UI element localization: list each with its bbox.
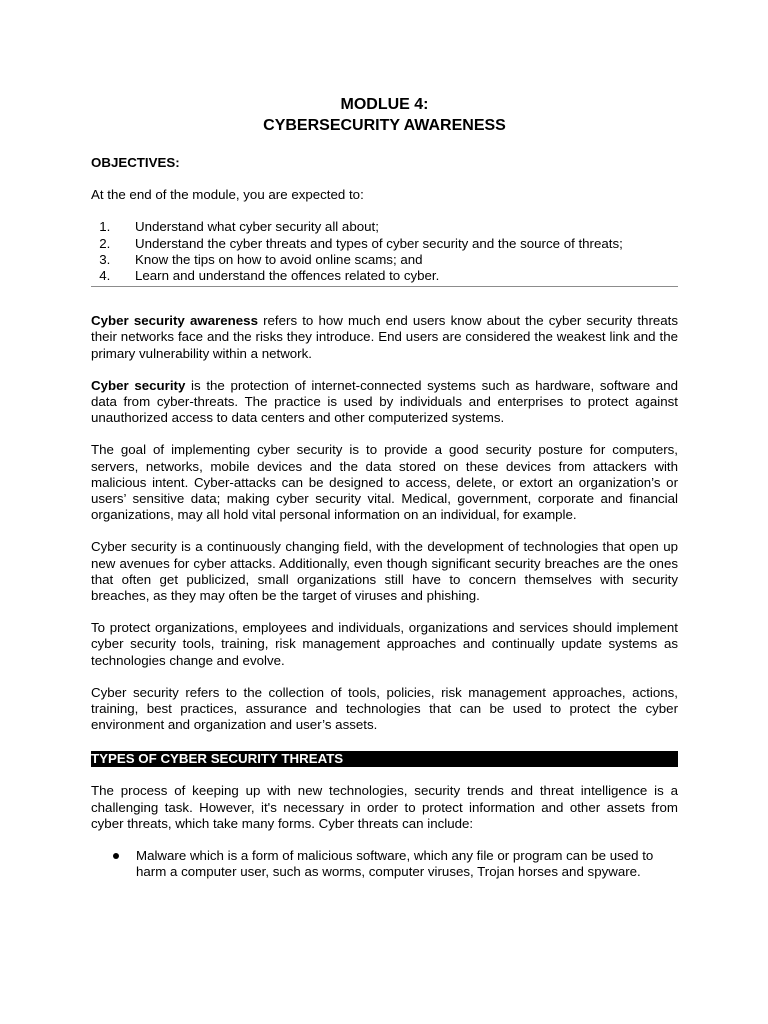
paragraph-text: is the protection of internet-connected systems such as hardware, software and data from cyber-threats. The practice is used by individuals and enterprises to protect against unauthorized access to data centers and other computerized systems. — [91, 377, 678, 426]
objective-item: 1. Understand what cyber security all about; — [114, 219, 678, 235]
section-divider — [91, 286, 678, 287]
paragraph-collection: Cyber security refers to the collection of tools, policies, risk management approaches, actions, training, best practices, assurance and technologies that can be used to protect the cyber environment and organization and user’s assets. — [91, 684, 678, 733]
paragraph-text: refers to how much end users know about the cyber security threats their networks face and the risks they introduce. End users are considered the weakest link and the primary vulnerability within a network. — [91, 313, 679, 361]
threats-section-heading: TYPES OF CYBER SECURITY THREATS — [91, 751, 678, 767]
bullet-icon — [113, 853, 119, 859]
objective-item: 2. Understand the cyber threats and types of cyber security and the source of threats; — [114, 236, 678, 252]
term-cyber-security: Cyber security — [91, 377, 186, 393]
module-title-line2: CYBERSECURITY AWARENESS — [263, 117, 506, 134]
paragraph-awareness — [91, 313, 678, 362]
objectives-intro: At the end of the module, you are expected to: — [91, 187, 364, 203]
term-cyber-security-awareness: Cyber security awareness — [91, 313, 258, 329]
paragraph-changing-field: Cyber security is a continuously changing field, with the development of technologies that open up new avenues for cyber attacks. Additionally, even though significant security breaches are the ones that often get publicized, small organizations still have to concern themselves with security breaches, as they may often be the target of viruses and phishing. — [91, 539, 678, 604]
objective-item: 4. Learn and understand the offences related to cyber. — [114, 268, 678, 284]
objectives-heading: OBJECTIVES: — [91, 155, 180, 170]
threat-item-text: Malware which is a form of malicious software, which any file or program can be used to harm a computer user, such as worms, computer viruses, Trojan horses and spyware. — [136, 848, 654, 880]
threats-list — [91, 848, 678, 880]
paragraph-protect: To protect organizations, employees and individuals, organizations and services should implement cyber security tools, training, risk management approaches and continually update systems as technologies change and evolve. — [91, 620, 678, 668]
paragraph-definition — [91, 378, 678, 427]
document-page — [91, 94, 678, 881]
module-title-line1: MODLUE 4: — [340, 96, 429, 113]
objectives-list — [91, 219, 678, 284]
module-title — [91, 94, 678, 136]
objective-item: 3. Know the tips on how to avoid online scams; and — [114, 252, 678, 268]
threats-intro: The process of keeping up with new technologies, security trends and threat intelligence is a challenging task. However, it's necessary in order to protect information and other assets from cyber threats, which take many forms. Cyber threats can include: — [91, 783, 678, 831]
threat-item — [91, 848, 678, 880]
paragraph-goal: The goal of implementing cyber security is to provide a good security posture for computers, servers, networks, mobile devices and the data stored on these devices from attackers with malicious intent. Cyber-attacks can be designed to access, delete, or extort an organization’s or users’ sensitive data; making cyber security vital. Medical, government, corporate and financial organizations, may all hold vital personal information on an individual, for example. — [91, 442, 678, 523]
